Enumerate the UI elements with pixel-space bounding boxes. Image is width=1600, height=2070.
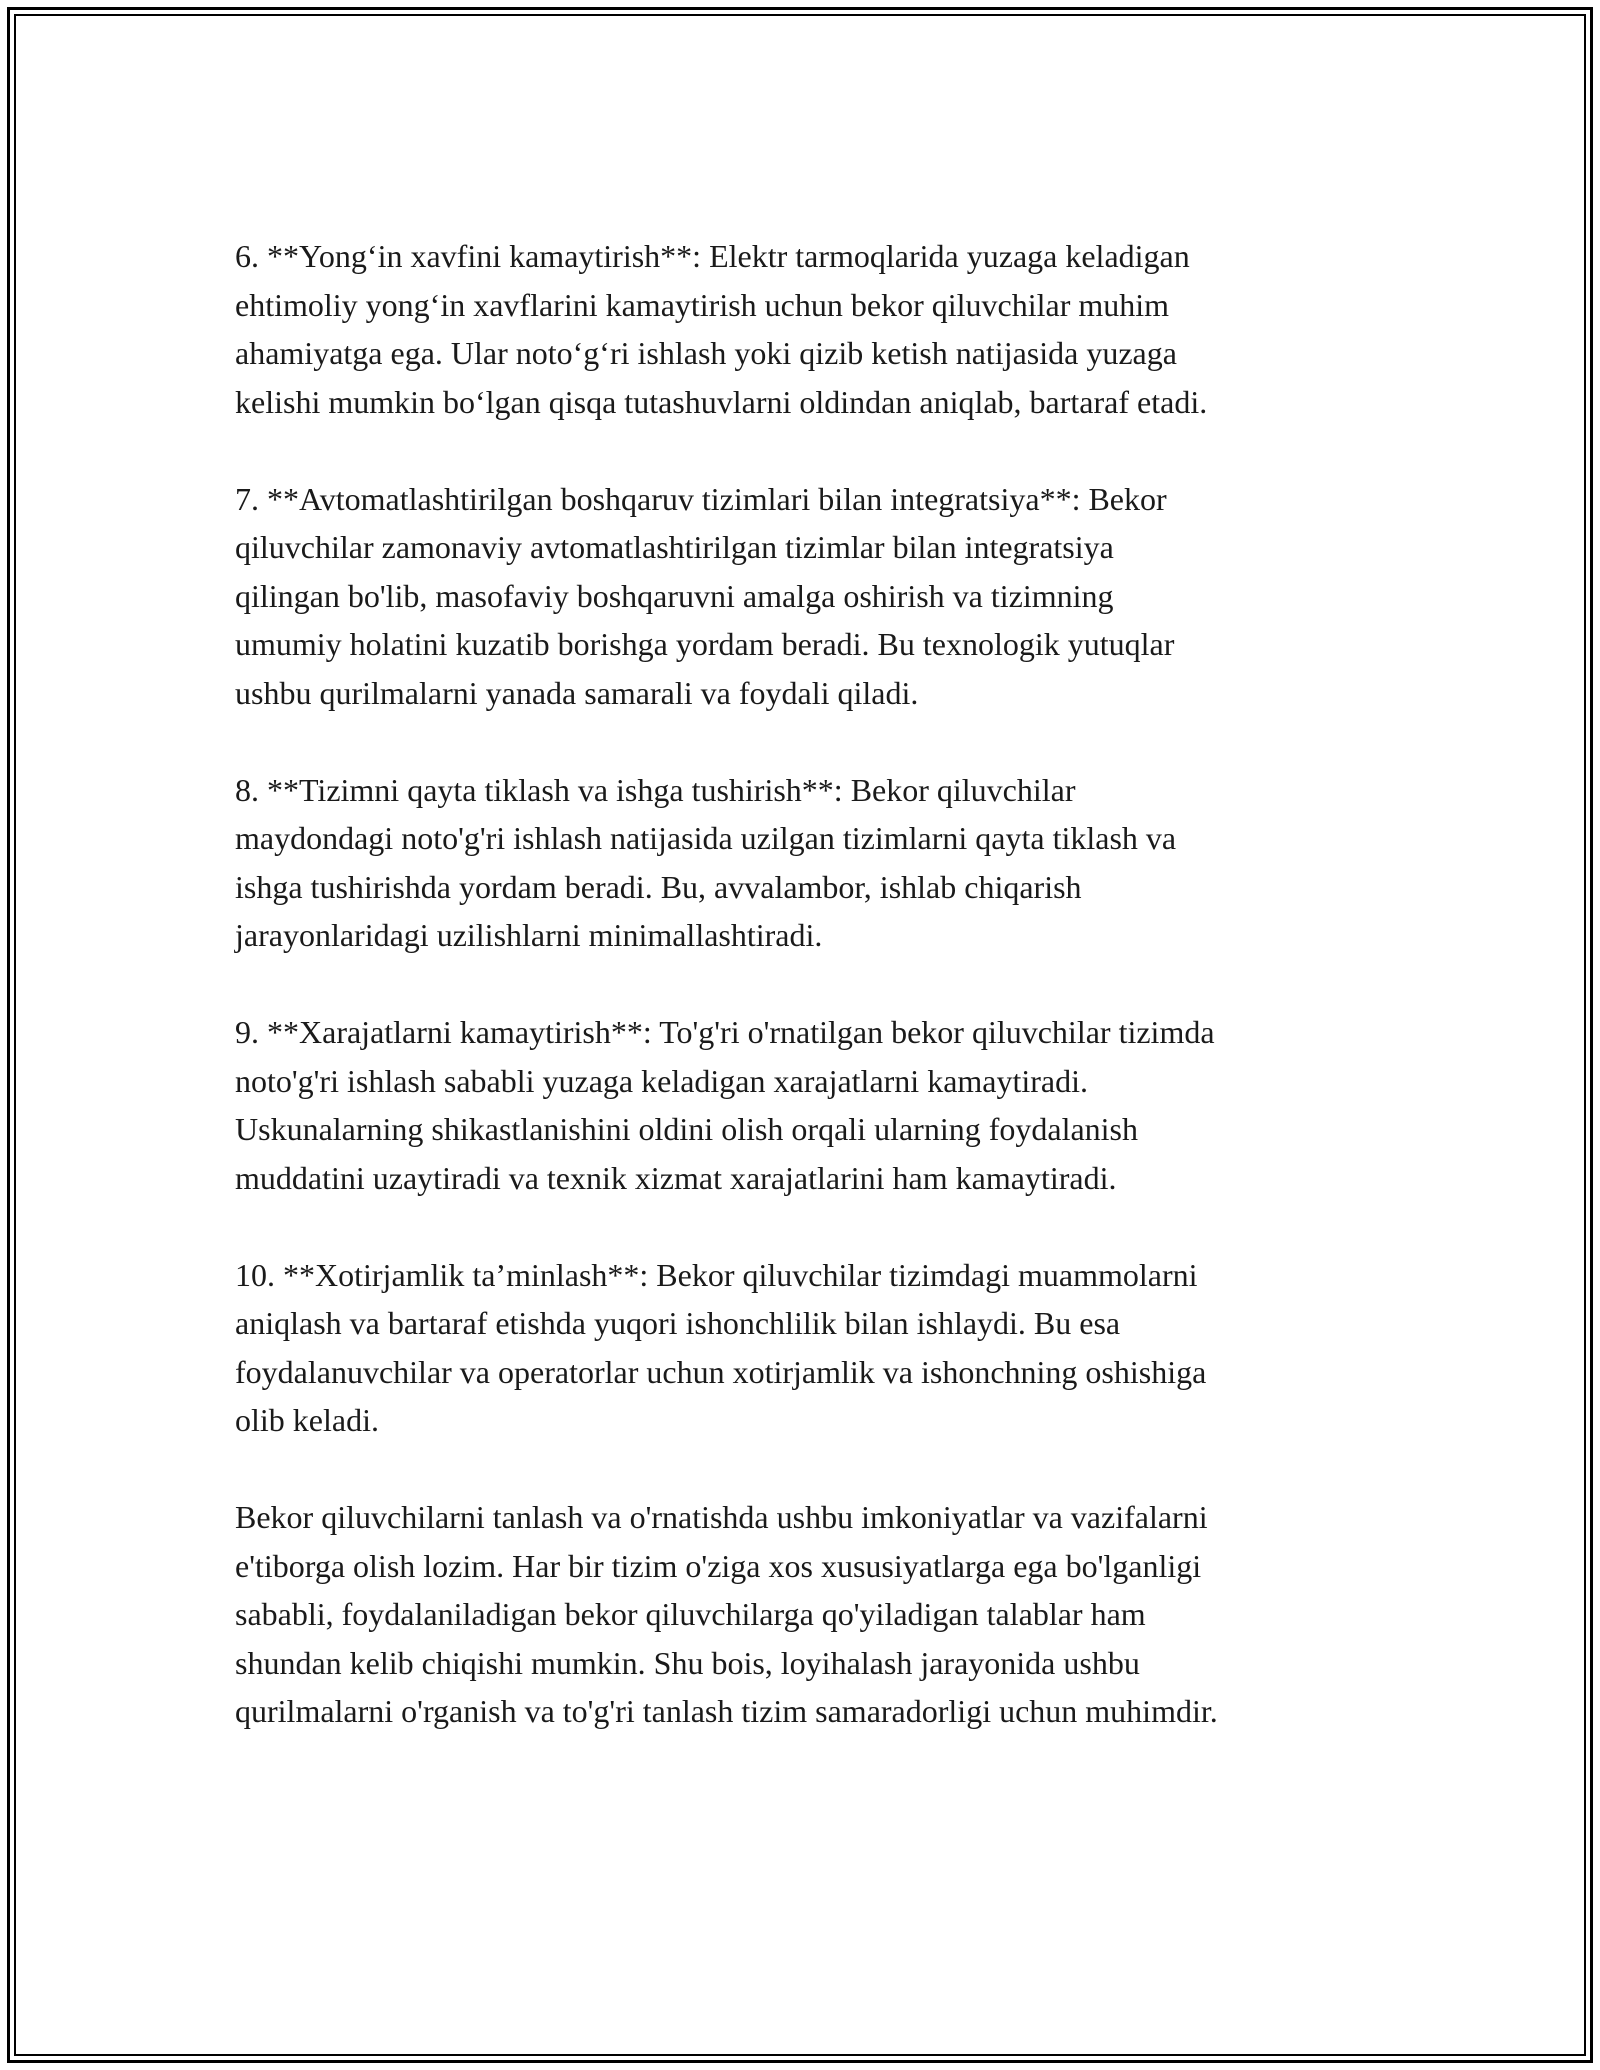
text-line: jarayonlaridagi uzilishlarni minimallashtiradi. bbox=[235, 917, 823, 953]
text-line: qilingan bo'lib, masofaviy boshqaruvni amalga oshirish va tizimning bbox=[235, 577, 1114, 614]
text-line: olib keladi. bbox=[235, 1402, 379, 1438]
text-line: Uskunalarning shikastlanishini oldini olish orqali ularning foydalanish bbox=[235, 1111, 1138, 1147]
document-body bbox=[235, 232, 1415, 1784]
text-line: umumiy holatini kuzatib borishga yordam beradi. Bu texnologik yutuqlar bbox=[235, 626, 1175, 662]
paragraph-system-restoration bbox=[235, 766, 1415, 960]
text-line: shundan kelib chiqishi mumkin. Shu bois, loyihalash jarayonida ushbu bbox=[235, 1644, 1140, 1681]
paragraph-cost-reduction bbox=[235, 1008, 1415, 1202]
text-line: noto'g'ri ishlash sababli yuzaga keladigan xarajatlarni kamaytiradi. bbox=[235, 1062, 1089, 1099]
text-line: 8. **Tizimni qayta tiklash va ishga tushirish**: Bekor qiluvchilar bbox=[235, 771, 1076, 808]
text-line: aniqlash va bartaraf etishda yuqori ishonchlilik bilan ishlaydi. Bu esa bbox=[235, 1305, 1121, 1341]
text-line: 9. **Xarajatlarni kamaytirish**: To'g'ri o'rnatilgan bekor qiluvchilar tizimda bbox=[235, 1014, 1215, 1050]
text-line: 10. **Xotirjamlik ta’minlash**: Bekor qiluvchilar tizimdagi muammolarni bbox=[235, 1256, 1198, 1293]
text-line: ehtimoliy yong‘in xavflarini kamaytirish uchun bekor qiluvchilar muhim bbox=[235, 286, 1170, 323]
text-line: qurilmalarni o'rganish va to'g'ri tanlash tizim samaradorligi uchun muhimdir. bbox=[235, 1693, 1218, 1729]
paragraph-peace-of-mind bbox=[235, 1251, 1415, 1445]
text-line: 7. **Avtomatlashtirilgan boshqaruv tizimlari bilan integratsiya**: Bekor bbox=[235, 480, 1167, 517]
text-line: kelishi mumkin bo‘lgan qisqa tutashuvlarni oldindan aniqlab, bartaraf etadi. bbox=[235, 383, 1208, 420]
paragraph-conclusion bbox=[235, 1493, 1415, 1736]
paragraph-fire-risk-reduction bbox=[235, 232, 1415, 426]
text-line: ishga tushirishda yordam beradi. Bu, avvalambor, ishlab chiqarish bbox=[235, 868, 1082, 905]
text-line: foydalanuvchilar va operatorlar uchun xotirjamlik va ishonchning oshishiga bbox=[235, 1353, 1207, 1390]
text-line: e'tiborga olish lozim. Har bir tizim o'ziga xos xususiyatlarga ega bo'lganligi bbox=[235, 1547, 1202, 1584]
text-line: ahamiyatga ega. Ular noto‘g‘ri ishlash yoki qizib ketish natijasida yuzaga bbox=[235, 335, 1177, 371]
paragraph-automation-integration bbox=[235, 475, 1415, 718]
text-line: ushbu qurilmalarni yanada samarali va foydali qiladi. bbox=[235, 674, 919, 711]
text-line: 6. **Yong‘in xavfini kamaytirish**: Elektr tarmoqlarida yuzaga keladigan bbox=[235, 238, 1190, 274]
text-line: maydondagi noto'g'ri ishlash natijasida uzilgan tizimlarni qayta tiklash va bbox=[235, 820, 1177, 856]
text-line: muddatini uzaytiradi va texnik xizmat xarajatlarini ham kamaytiradi. bbox=[235, 1159, 1117, 1196]
text-line: sababli, foydalaniladigan bekor qiluvchilarga qo'yiladigan talablar ham bbox=[235, 1596, 1146, 1632]
text-line: qiluvchilar zamonaviy avtomatlashtirilgan tizimlar bilan integratsiya bbox=[235, 529, 1114, 565]
text-line: Bekor qiluvchilarni tanlash va o'rnatishda ushbu imkoniyatlar va vazifalarni bbox=[235, 1499, 1208, 1535]
